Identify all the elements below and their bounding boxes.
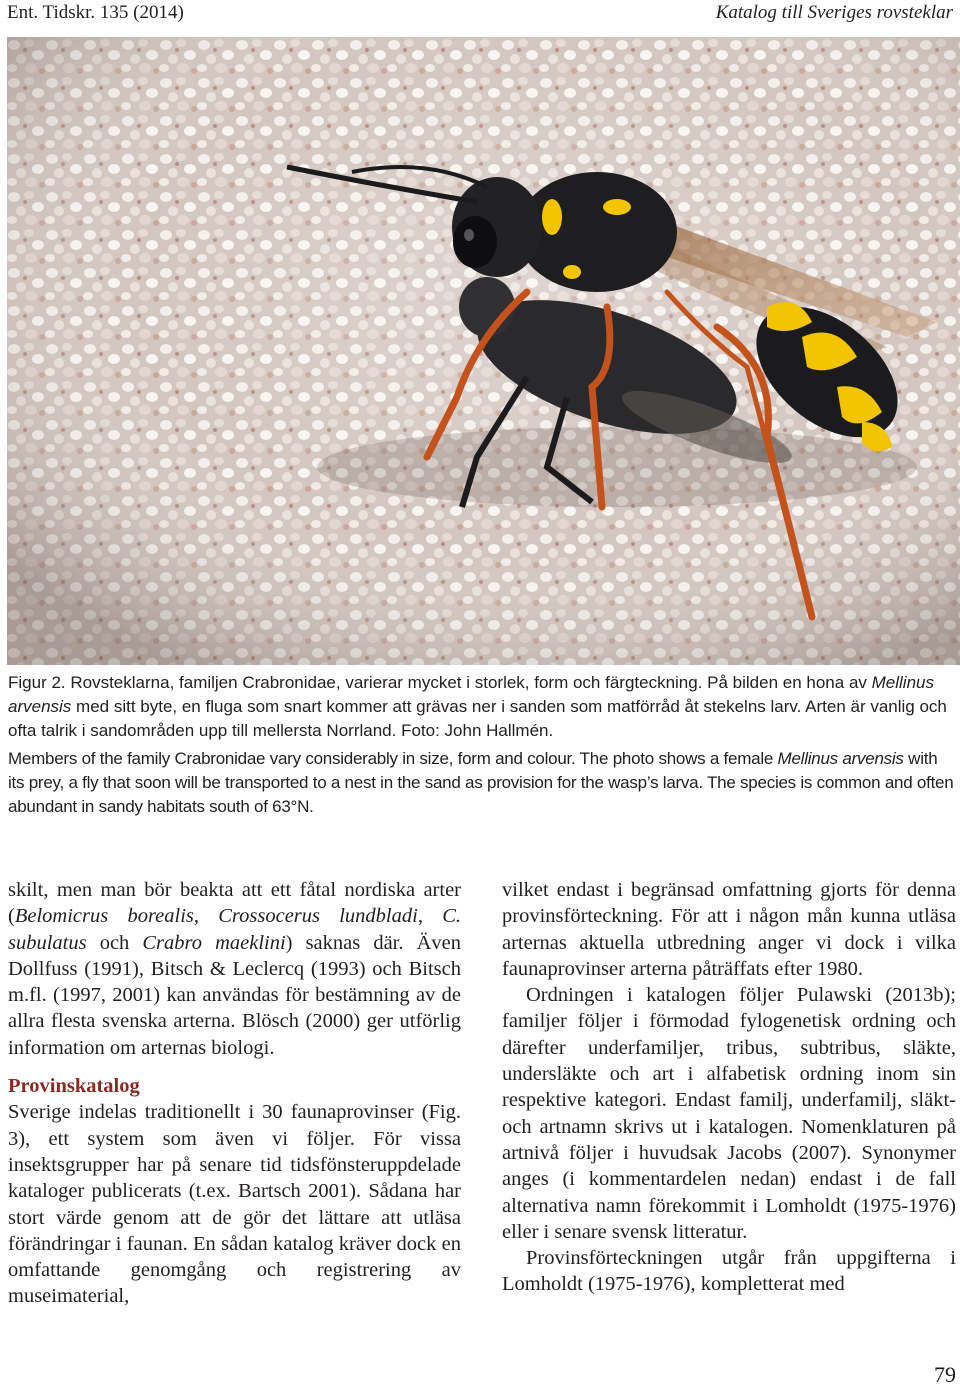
section-heading-provinskatalog: Provinskatalog: [8, 1075, 140, 1098]
wasp-illustration: [7, 37, 960, 665]
text-run: ) saknas där. Även Dollfuss (1991), Bitsch & Leclercq (1993) och Bitsch m.fl. (1997, 2001) kan användas för bestämning av de allra flesta svenska arterna. Blösch (2000) ger utförlig information om arternas biologi.: [8, 931, 461, 1059]
left-column: [8, 877, 461, 1310]
journal-citation: Ent. Tidskr. 135 (2014): [7, 2, 184, 23]
caption-en-text-1: Members of the family Crabronidae vary considerably in size, form and colour. The photo shows a female: [8, 749, 778, 768]
page-number: 79: [934, 1362, 956, 1387]
text-run: skilt, men man bör beakta att ett fåtal nordiska arter (: [8, 879, 461, 928]
figure-photo-wasp-with-prey: [7, 37, 960, 665]
species-name: C. subulatus: [8, 905, 462, 954]
caption-en-text-2: with its prey, a fly that soon will be transported to a nest in the sand as provision for the wasp’s larva. The species is common and often abundant in sandy habitats south of 63°N.: [8, 749, 954, 816]
species-name: Belomicrus borealis: [14, 905, 194, 928]
right-paragraph-3: Provinsförteckningen utgår från uppgifterna i Lomholdt (1975-1976), kompletterat med: [502, 1247, 956, 1296]
figure-caption-swedish: [8, 671, 958, 743]
right-column: [502, 877, 956, 1298]
left-paragraph-1: [8, 877, 461, 1061]
right-paragraph-2: Ordningen i katalogen följer Pulawski (2013b); familjer följer i förmodad fylogenetisk ordning och därefter underfamiljer, tribus, subtribus, släkte, undersläkte och art i alfabetisk ordning inom sin respektive kategori. Endast familj, underfamilj, släkt- och artnamn skrivs ut i katalogen. Nomenklaturen på artnivå följer i huvudsak Jacobs (2007). Synonymer anges (i kommentardelen nedan) endast i de fall alternativa namn förekommit i Lomholdt (1975-1976) eller i senare svensk litteratur.: [502, 984, 956, 1243]
right-paragraph-1: vilket endast i begränsad omfattning gjorts för denna provinsförteckning. För att i någon mån kunna utläsa arternas aktuella utbredning anger vi dock i vilka faunaprovinser arterna påträffats efter 1980.: [502, 879, 956, 980]
caption-sv-species: Mellinus arvensis: [8, 673, 934, 716]
species-name: Crabro maeklini: [142, 931, 286, 954]
caption-sv-text-2: med sitt byte, en fluga som snart kommer att grävas ner i sanden som matförråd åt stekelns larv. Arten är vanlig och ofta talrik i sandområden upp till mellersta Norrland. Foto: John Hallmén.: [8, 697, 947, 740]
species-name: Crossocerus lundbladi: [218, 905, 418, 928]
running-title: Katalog till Sveriges rovsteklar: [715, 2, 953, 23]
left-paragraph-2: Sverige indelas traditionellt i 30 faunaprovinser (Fig. 3), ett system som även vi följer. För vissa insektsgrupper har på senare tid tidsfönsteruppdelade kataloger publicerats (t.ex. Bartsch 2001). Sådana har stort värde genom att de gör det lättare att utläsa förändringar i faunan. En sådan katalog kräver dock en omfattande genomgång och registrering av museimaterial,: [8, 1101, 461, 1308]
caption-en-species: Mellinus arvensis: [777, 749, 904, 768]
text-run: ,: [193, 905, 219, 928]
text-run: ,: [417, 905, 443, 928]
figure-caption-english: [8, 747, 958, 819]
text-run: och: [86, 931, 143, 954]
wasp-head: [452, 177, 542, 277]
caption-sv-text-1: Figur 2. Rovsteklarna, familjen Crabronidae, varierar mycket i storlek, form och färgteckning. På bilden en hona av: [8, 673, 872, 692]
running-header: [7, 2, 953, 28]
